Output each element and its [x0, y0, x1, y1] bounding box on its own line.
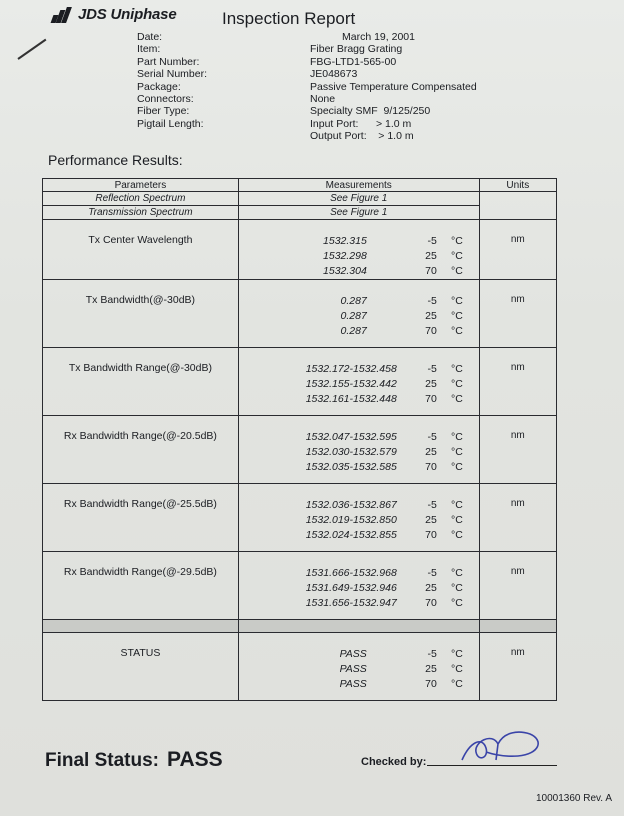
info-label: Serial Number: — [137, 68, 208, 81]
signature-line — [427, 765, 557, 766]
info-value: Input Port: > 1.0 m — [310, 117, 412, 130]
table-row — [43, 484, 557, 552]
unit-cell: nm — [479, 633, 556, 701]
measurement-line — [239, 309, 479, 324]
table-row — [43, 220, 557, 280]
parameter-name: STATUS — [43, 633, 239, 701]
measurement-value: 1532.161-1532.448 — [305, 393, 397, 405]
measurement-temperature: -5 — [427, 363, 437, 375]
spectrum-value: See Figure 1 — [238, 192, 479, 206]
temperature-unit: °C — [451, 582, 463, 594]
separator-cell — [479, 620, 556, 633]
parameter-name: Rx Bandwidth Range(@-20.5dB) — [43, 416, 239, 484]
measurement-value: PASS — [339, 663, 367, 675]
unit-cell: nm — [479, 348, 556, 416]
measurement-temperature: -5 — [427, 499, 437, 511]
measurement-temperature: 25 — [425, 446, 437, 458]
col-header-parameters: Parameters — [43, 179, 239, 192]
measurement-temperature: 25 — [425, 514, 437, 526]
measurement-line — [239, 460, 479, 475]
measurement-line — [239, 528, 479, 543]
measurement-temperature: 25 — [425, 582, 437, 594]
table-row — [43, 552, 557, 620]
info-value: JE048673 — [310, 68, 358, 81]
temperature-unit: °C — [451, 514, 463, 526]
measurement-line — [239, 264, 479, 279]
info-value: Output Port: > 1.0 m — [310, 130, 414, 143]
signature-icon — [452, 722, 552, 770]
spectrum-name: Reflection Spectrum — [43, 192, 239, 206]
measurement-temperature: 70 — [425, 597, 437, 609]
measurement-temperature: 70 — [425, 393, 437, 405]
temperature-unit: °C — [451, 378, 463, 390]
checked-by-label: Checked by: — [361, 756, 427, 768]
measurement-temperature: -5 — [427, 648, 437, 660]
measurement-value: 1531.649-1532.946 — [305, 582, 397, 594]
unit-cell: nm — [479, 220, 556, 280]
measurement-cell — [238, 633, 479, 701]
pen-stroke — [17, 39, 46, 60]
unit-cell: nm — [479, 552, 556, 620]
separator-cell — [238, 620, 479, 633]
measurement-temperature: 70 — [425, 529, 437, 541]
measurement-value: 1531.666-1532.968 — [305, 567, 397, 579]
temperature-unit: °C — [451, 250, 463, 262]
separator-cell — [43, 620, 239, 633]
measurement-value: 1532.019-1532.850 — [305, 514, 397, 526]
temperature-unit: °C — [451, 235, 463, 247]
parameter-name: Tx Bandwidth(@-30dB) — [43, 280, 239, 348]
info-values — [310, 31, 477, 143]
measurement-cell — [238, 552, 479, 620]
temperature-unit: °C — [451, 597, 463, 609]
parameter-name: Tx Center Wavelength — [43, 220, 239, 280]
measurement-value: 1532.024-1532.855 — [305, 529, 397, 541]
measurement-temperature: 70 — [425, 678, 437, 690]
measurement-temperature: -5 — [427, 295, 437, 307]
jdsu-logo-icon — [50, 7, 72, 23]
parameter-name: Rx Bandwidth Range(@-25.5dB) — [43, 484, 239, 552]
measurement-value: 1531.656-1532.947 — [305, 597, 397, 609]
info-value: March 19, 2001 — [342, 31, 415, 43]
temperature-unit: °C — [451, 499, 463, 511]
info-value: FBG-LTD1-565-00 — [310, 55, 397, 68]
temperature-unit: °C — [451, 431, 463, 443]
spectrum-units — [479, 192, 556, 220]
table-row — [43, 633, 557, 701]
measurement-value: PASS — [339, 678, 367, 690]
temperature-unit: °C — [451, 567, 463, 579]
info-label: Part Number: — [137, 55, 200, 68]
parameter-name: Tx Bandwidth Range(@-30dB) — [43, 348, 239, 416]
measurement-temperature: 25 — [425, 663, 437, 675]
results-table — [42, 178, 557, 701]
measurement-line — [239, 596, 479, 611]
info-label: Fiber Type: — [137, 105, 190, 118]
table-row — [43, 280, 557, 348]
measurement-value: 1532.304 — [323, 265, 367, 277]
measurement-value: 1532.172-1532.458 — [305, 363, 397, 375]
report-title: Inspection Report — [222, 9, 356, 28]
temperature-unit: °C — [451, 265, 463, 277]
measurement-line — [239, 377, 479, 392]
measurement-temperature: 70 — [425, 325, 437, 337]
measurement-line — [239, 249, 479, 264]
measurement-temperature: 25 — [425, 310, 437, 322]
info-label: Connectors: — [137, 93, 194, 106]
measurement-cell — [238, 280, 479, 348]
table-row — [43, 416, 557, 484]
measurement-cell — [238, 484, 479, 552]
temperature-unit: °C — [451, 529, 463, 541]
measurement-line — [239, 445, 479, 460]
company-name: JDS Uniphase — [78, 6, 177, 23]
measurement-value: 0.287 — [340, 310, 367, 322]
measurement-line — [239, 662, 479, 677]
spectrum-value: See Figure 1 — [238, 206, 479, 220]
temperature-unit: °C — [451, 393, 463, 405]
measurement-line — [239, 677, 479, 692]
measurement-line — [239, 362, 479, 377]
measurement-value: 1532.036-1532.867 — [305, 499, 397, 511]
temperature-unit: °C — [451, 363, 463, 375]
measurement-line — [239, 647, 479, 662]
measurement-line — [239, 392, 479, 407]
measurement-value: 1532.047-1532.595 — [305, 431, 397, 443]
temperature-unit: °C — [451, 461, 463, 473]
measurement-line — [239, 430, 479, 445]
temperature-unit: °C — [451, 648, 463, 660]
final-status — [45, 748, 223, 772]
measurement-value: PASS — [339, 648, 367, 660]
final-status-label: Final Status: — [45, 750, 160, 771]
section-title: Performance Results: — [48, 152, 183, 168]
measurement-line — [239, 566, 479, 581]
table-row — [43, 348, 557, 416]
measurement-temperature: 70 — [425, 265, 437, 277]
measurement-value: 1532.298 — [323, 250, 367, 262]
col-header-measurements: Measurements — [238, 179, 479, 192]
info-label: Date: — [137, 31, 163, 43]
measurement-temperature: -5 — [427, 567, 437, 579]
info-value: Specialty SMF 9/125/250 — [310, 105, 431, 118]
measurement-cell — [238, 348, 479, 416]
info-label: Pigtail Length: — [137, 117, 204, 130]
final-status-value: PASS — [167, 748, 223, 771]
measurement-value: 0.287 — [340, 325, 367, 337]
measurement-temperature: 70 — [425, 461, 437, 473]
company-logo — [50, 6, 176, 23]
measurement-value: 1532.030-1532.579 — [305, 446, 397, 458]
col-header-units: Units — [479, 179, 556, 192]
measurement-cell — [238, 416, 479, 484]
document-number: 10001360 Rev. A — [536, 793, 612, 804]
parameter-name: Rx Bandwidth Range(@-29.5dB) — [43, 552, 239, 620]
measurement-value: 0.287 — [340, 295, 367, 307]
temperature-unit: °C — [451, 295, 463, 307]
measurement-line — [239, 324, 479, 339]
temperature-unit: °C — [451, 310, 463, 322]
info-value: None — [310, 93, 336, 106]
separator-row — [43, 620, 557, 633]
temperature-unit: °C — [451, 325, 463, 337]
measurement-temperature: 25 — [425, 378, 437, 390]
measurement-line — [239, 581, 479, 596]
info-label: Item: — [137, 43, 161, 56]
measurement-line — [239, 513, 479, 528]
info-labels — [137, 31, 207, 143]
measurement-temperature: -5 — [427, 431, 437, 443]
spectrum-name: Transmission Spectrum — [43, 206, 239, 220]
info-value: Fiber Bragg Grating — [310, 43, 403, 56]
measurement-line — [239, 498, 479, 513]
measurement-value: 1532.155-1532.442 — [305, 378, 397, 390]
info-label — [137, 130, 207, 142]
measurement-temperature: 25 — [425, 250, 437, 262]
unit-cell: nm — [479, 484, 556, 552]
measurement-value: 1532.315 — [323, 235, 367, 247]
temperature-unit: °C — [451, 678, 463, 690]
info-label: Package: — [137, 80, 181, 93]
temperature-unit: °C — [451, 663, 463, 675]
measurement-line — [239, 294, 479, 309]
measurement-value: 1532.035-1532.585 — [305, 461, 397, 473]
measurement-temperature: -5 — [427, 235, 437, 247]
unit-cell: nm — [479, 280, 556, 348]
unit-cell: nm — [479, 416, 556, 484]
measurement-line — [239, 234, 479, 249]
measurement-cell — [238, 220, 479, 280]
info-value: Passive Temperature Compensated — [310, 80, 477, 93]
temperature-unit: °C — [451, 446, 463, 458]
